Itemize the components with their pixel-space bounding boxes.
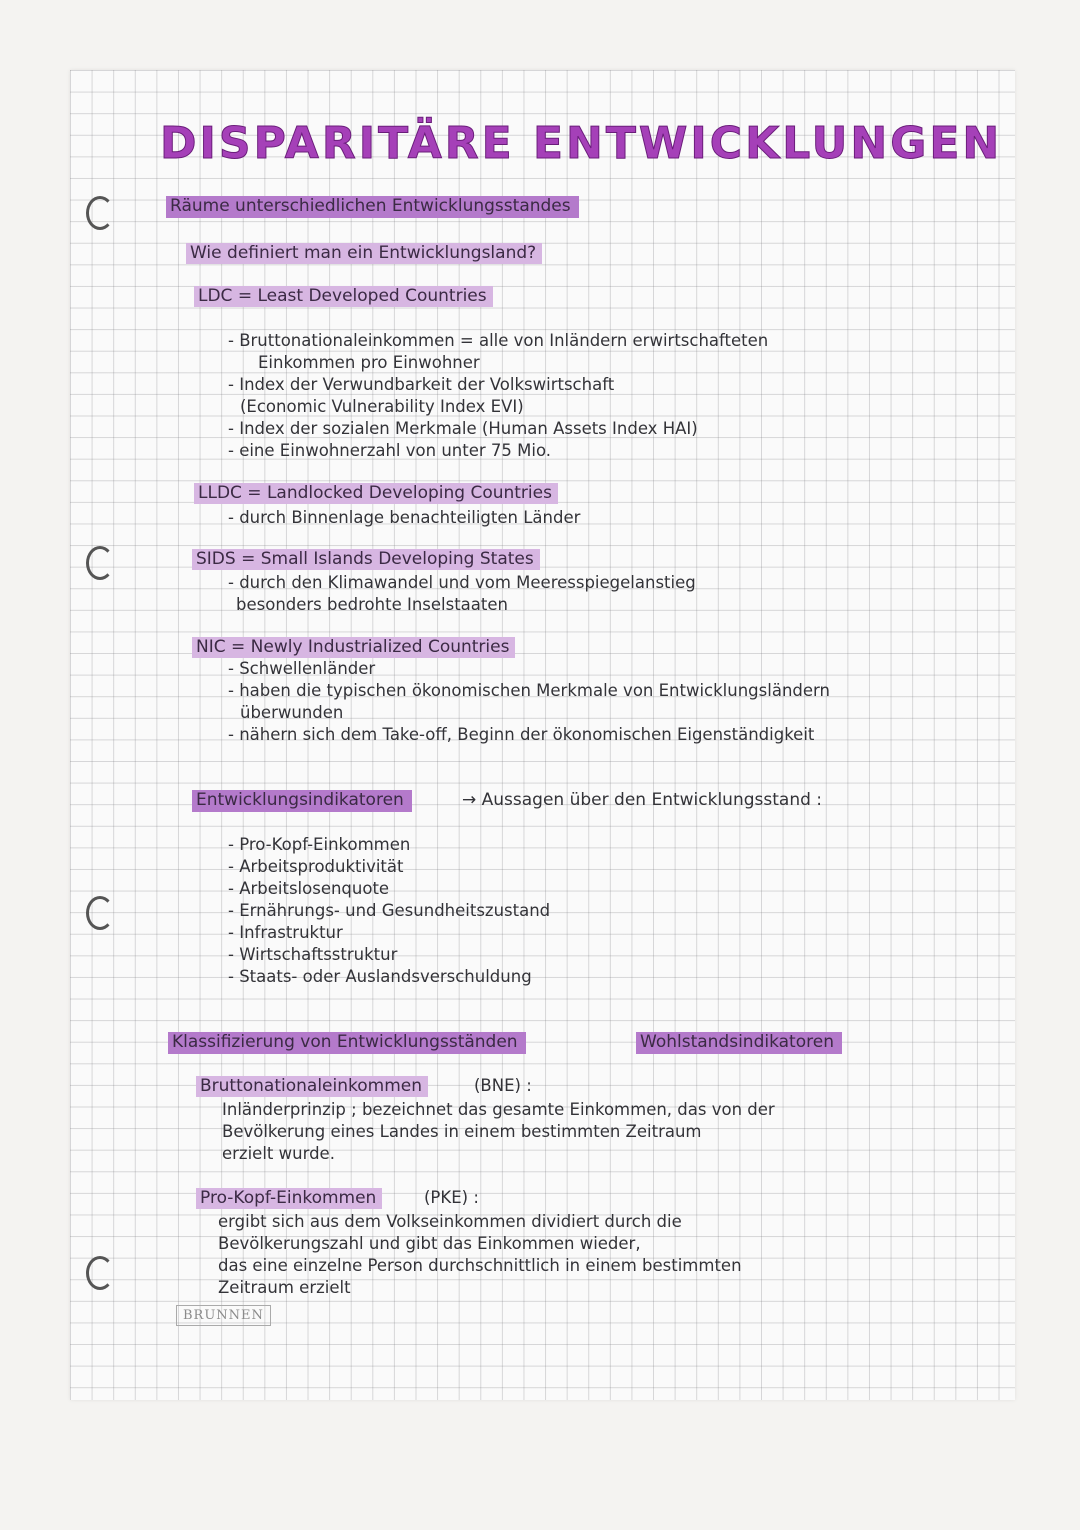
ldc-item: Einkommen pro Einwohner (258, 353, 480, 372)
punch-hole (86, 546, 114, 580)
punch-hole (86, 896, 114, 930)
bne-line: Bevölkerung eines Landes in einem bestimmten Zeitraum (222, 1122, 702, 1141)
lldc-item: - durch Binnenlage benachteiligten Länder (228, 508, 581, 527)
pke-suffix: (PKE) : (424, 1188, 479, 1207)
ldc-item: (Economic Vulnerability Index EVI) (240, 397, 524, 416)
sids-item: besonders bedrohte Inselstaaten (236, 595, 508, 614)
brand-stamp: BRUNNEN (176, 1305, 271, 1326)
ldc-item: - Index der sozialen Merkmale (Human Assets Index HAI) (228, 419, 698, 438)
nic-item: überwunden (240, 703, 344, 722)
bne-label: Bruttonationaleinkommen (196, 1076, 428, 1097)
page-title: DISPARITÄRE ENTWICKLUNGEN (160, 118, 1003, 169)
prosperity-indicators-heading: Wohlstandsindikatoren (636, 1032, 842, 1054)
pke-line: Zeitraum erzielt (218, 1278, 351, 1297)
indicator-item: - Wirtschaftsstruktur (228, 945, 398, 964)
pke-label: Pro-Kopf-Einkommen (196, 1188, 382, 1209)
pke-line: Bevölkerungszahl und gibt das Einkommen wieder, (218, 1234, 641, 1253)
lldc-label: LLDC = Landlocked Developing Countries (194, 483, 558, 504)
indicator-item: - Arbeitsproduktivität (228, 857, 404, 876)
bne-line: Inländerprinzip ; bezeichnet das gesamte Einkommen, das von der (222, 1100, 775, 1119)
nic-item: - haben die typischen ökonomischen Merkmale von Entwicklungsländern (228, 681, 830, 700)
indicator-item: - Staats- oder Auslandsverschuldung (228, 967, 532, 986)
punch-hole (86, 196, 114, 230)
section-heading-spaces: Räume unterschiedlichen Entwicklungsstandes (166, 196, 579, 218)
indicator-item: - Pro-Kopf-Einkommen (228, 835, 411, 854)
sids-label: SIDS = Small Islands Developing States (192, 549, 540, 570)
indicator-item: - Arbeitslosenquote (228, 879, 390, 898)
indicators-heading: Entwicklungsindikatoren (192, 790, 412, 812)
ldc-item: - eine Einwohnerzahl von unter 75 Mio. (228, 441, 551, 460)
pke-line: ergibt sich aus dem Volkseinkommen dividiert durch die (218, 1212, 682, 1231)
ldc-item: - Bruttonationaleinkommen = alle von Inländern erwirtschafteten (228, 331, 769, 350)
classification-heading: Klassifizierung von Entwicklungsständen (168, 1032, 526, 1054)
indicators-arrow-text: → Aussagen über den Entwicklungsstand : (462, 790, 823, 810)
bne-suffix: (BNE) : (474, 1076, 532, 1095)
punch-hole (86, 1256, 114, 1290)
ldc-label: LDC = Least Developed Countries (194, 286, 493, 307)
ldc-item: - Index der Verwundbarkeit der Volkswirtschaft (228, 375, 615, 394)
subheading-definition: Wie definiert man ein Entwicklungsland? (186, 243, 542, 264)
sids-item: - durch den Klimawandel und vom Meeresspiegelanstieg (228, 573, 696, 592)
nic-item: - nähern sich dem Take-off, Beginn der ökonomischen Eigenständigkeit (228, 725, 815, 744)
indicator-item: - Infrastruktur (228, 923, 343, 942)
nic-item: - Schwellenländer (228, 659, 376, 678)
nic-label: NIC = Newly Industrialized Countries (192, 637, 515, 658)
indicator-item: - Ernährungs- und Gesundheitszustand (228, 901, 551, 920)
pke-line: das eine einzelne Person durchschnittlich in einem bestimmten (218, 1256, 742, 1275)
bne-line: erzielt wurde. (222, 1144, 335, 1163)
